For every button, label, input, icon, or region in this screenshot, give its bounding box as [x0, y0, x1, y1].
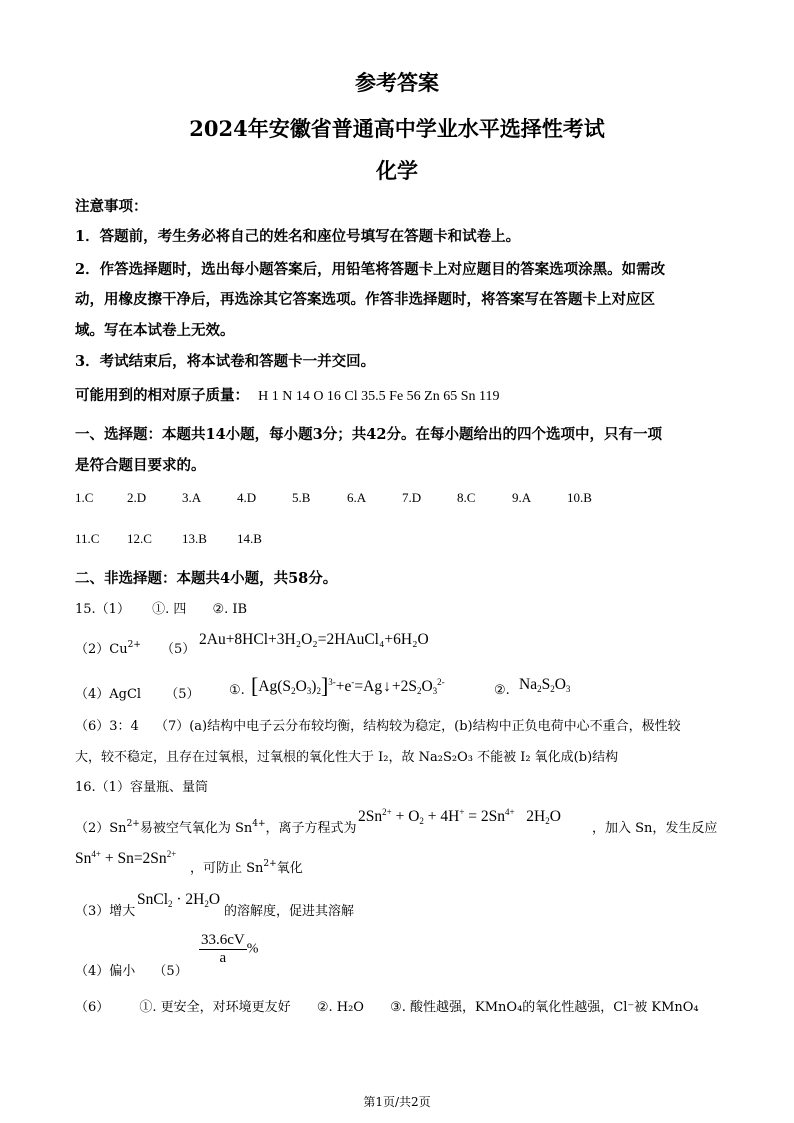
answer-item: 4.D [237, 490, 257, 505]
q15-label: 15.（1） [75, 602, 130, 617]
q16-6-ans-3: ③. 酸性越强，KMnO₄的氧化性越强，Cl⁻被 KMnO₄ [390, 1000, 699, 1015]
q15-line-2 [75, 638, 195, 657]
answer-item: 9.A [512, 490, 532, 505]
answer-item: 8.C [457, 490, 476, 505]
q16-line-4 [75, 960, 188, 979]
q15-6-ans: （6）3：4 [75, 719, 139, 734]
q15-line-4 [75, 715, 681, 734]
q16-4-ans: （4）偏小 [75, 964, 136, 979]
answer-item: 6.A [347, 490, 367, 505]
page-title: 参考答案 [355, 70, 439, 95]
answer-item: 5.B [292, 490, 311, 505]
q16-line-1: 16.（1）容量瓶、量筒 [75, 780, 208, 795]
q15-5-label: （5） [165, 687, 200, 702]
q15-5-ans-1-label: ①. [229, 683, 245, 698]
q15-5-ans-2-label: ②. [494, 683, 510, 698]
q15-1-ans-1: ①. 四 [152, 602, 187, 617]
answer-item: 10.B [567, 490, 592, 505]
notice-item-2-line-1: 2．作答选择题时，选出每小题答案后，用铅笔将答题卡上对应题目的答案选项涂黑。如需改 [75, 261, 666, 278]
answer-item: 14.B [237, 531, 262, 546]
exam-title: 2024年安徽省普通高中学业水平选择性考试 [189, 116, 605, 141]
notice-item-3: 3．考试结束后，将本试卷和答题卡一并交回。 [75, 353, 376, 370]
answer-item: 3.A [182, 490, 202, 505]
q15-5-equation: $[Ag(S_2O_3)_2]^{3-}+e^-=Ag↓+2S_2O_3^{2-}$ [251, 673, 445, 698]
q16-2-reaction-tail: ，可防止 $Sn^{2+}$氧化 [190, 859, 303, 876]
section-1-heading-line-1: 一、选择题：本题共14小题，每小题3分；共42分。在每小题给出的四个选项中，只有一项 [75, 426, 662, 443]
notice-item-1: 1．答题前，考生务必将自己的姓名和座位号填写在答题卡和试卷上。 [75, 228, 521, 245]
q16-6-ans-1: ①. 更安全，对环境更友好 [139, 1000, 291, 1015]
atomic-mass-values: H 1 N 14 O 16 Cl 35.5 Fe 56 Zn 65 Sn 119 [258, 389, 500, 404]
answer-item: 2.D [127, 490, 147, 505]
q15-3-label: （5） [161, 642, 196, 657]
q15-3-equation: 2Au+8HCl+3H₂O₂=2HAuCl₄+6H₂O [199, 631, 429, 648]
notice-item-2-line-3: 域。写在本试卷上无效。 [75, 322, 235, 339]
answer-item: 1.C [75, 490, 94, 505]
q16-2-text-tail: ，加入 Sn，发生反应 [592, 821, 718, 836]
notice-heading: 注意事项： [75, 198, 148, 215]
q15-line-3 [75, 683, 200, 702]
section-2-heading: 二、非选择题：本题共4小题，共58分。 [75, 570, 338, 587]
q15-4-ans: （4）AgCl [75, 687, 142, 702]
atomic-mass-line [75, 384, 499, 405]
q15-line-1 [75, 598, 247, 617]
atomic-mass-label: 可能用到的相对原子质量： [75, 387, 249, 404]
subject-title: 化学 [376, 158, 418, 183]
q15-1-ans-2: ②. ⅠB [212, 602, 248, 617]
q16-6-ans-2: ②. H₂O [316, 1000, 364, 1015]
answer-item: 13.B [182, 531, 207, 546]
q15-line-5: 大，较不稳定，且存在过氧根，过氧根的氧化性大于 I₂，故 Na₂S₂O₃ 不能被 I₂ 氧化成(b)结构 [75, 750, 619, 765]
q15-2-ans: $(2)Cu^{2+}$ [75, 640, 141, 657]
q16-3-tail: 的溶解度，促进其溶解 [224, 904, 355, 919]
q16-5-label: （5） [153, 964, 188, 979]
q16-3-label: （3）增大 [75, 904, 136, 919]
notice-item-2-line-2: 动，用橡皮擦干净后，再选涂其它答案选项。作答非选择题时，将答案写在答题卡上对应区 [75, 291, 655, 308]
q16-3-formula: SnCl$_2$ · $2H_2O$ [137, 891, 221, 909]
page-footer: 第1页/共2页 [363, 1095, 431, 1109]
answer-item: 11.C [75, 531, 100, 546]
answer-item: 7.D [402, 490, 422, 505]
answer-item: 12.C [127, 531, 152, 546]
q16-2-reaction: $Sn^{4+} + Sn=2Sn^{2+}$ [75, 849, 177, 867]
q16-6-label: （6） [75, 1000, 110, 1015]
q15-5-ans-2: $Na_2S_2O_3$ [519, 676, 571, 694]
q16-line-6 [75, 996, 699, 1015]
section-1-heading-line-2: 是符合题目要求的。 [75, 457, 206, 474]
q16-2-equation: $2Sn^{2+} + O_2 + 4H^+ = 2Sn^{4+}$ $2H_2O$ [358, 807, 561, 826]
q16-5-fraction: $\frac{33.6cV}{a}$ % [201, 932, 259, 966]
q15-7-ans: （7）(a)结构中电子云分布较均衡，结构较为稳定，(b)结构中正负电荷中心不重合，极性较 [154, 719, 681, 734]
q16-2-text: $(2)Sn^{2+}$易被空气氧化为 $Sn^{4+}$，离子方程式为 [75, 819, 357, 836]
